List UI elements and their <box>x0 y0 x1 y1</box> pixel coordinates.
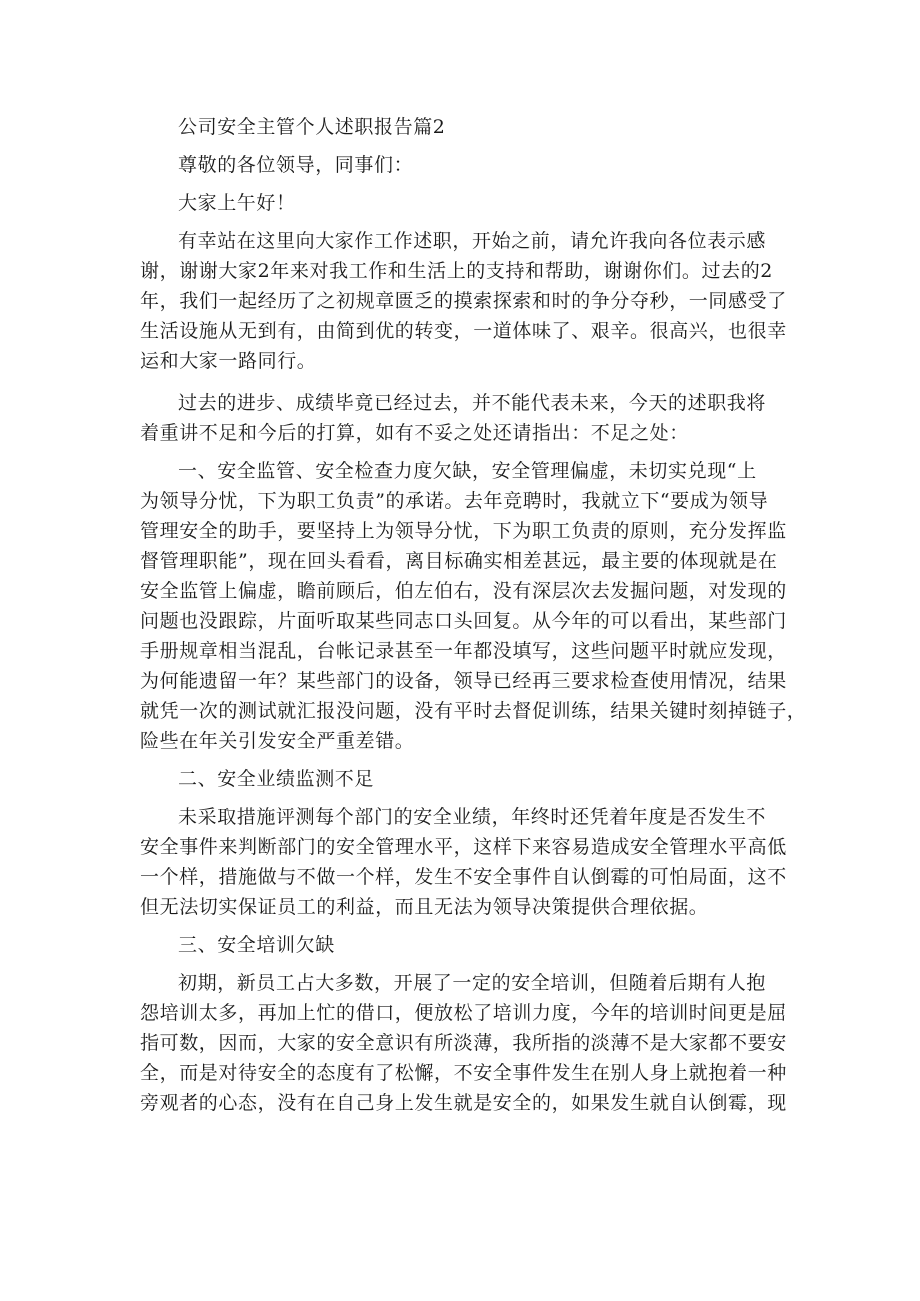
paragraph-thanks <box>140 226 790 376</box>
paragraph-section-two <box>140 802 790 922</box>
text-line: 未采取措施评测每个部门的安全业绩，年终时还凭着年度是否发生不 <box>178 806 767 828</box>
text-line: 为何能遗留一年？某些部门的设备，领导已经再三要求检查使用情况，结果 <box>140 670 787 692</box>
text-line: 运和大家一路同行。 <box>140 350 317 372</box>
section-heading: 三、安全培训欠缺 <box>178 934 335 956</box>
section-heading: 二、安全业绩监测不足 <box>178 768 375 790</box>
text-line: 问题也没跟踪，片面听取某些同志口头回复。从今年的可以看出，某些部门 <box>140 610 787 632</box>
text-line: 谢，谢谢大家2年来对我工作和生活上的支持和帮助，谢谢你们。过去的2 <box>140 260 773 282</box>
text-line: 一个样，措施做与不做一个样，发生不安全事件自认倒霉的可怕局面，这不 <box>140 866 787 888</box>
text-line: 一、安全监管、安全检查力度欠缺，安全管理偏虚，未切实兑现“上 <box>178 460 757 482</box>
text-line: 有幸站在这里向大家作工作述职，开始之前，请允许我向各位表示感 <box>178 230 767 252</box>
text-line: 就凭一次的测试就汇报没问题，没有平时去督促训练，结果关键时刻掉链子， <box>140 700 807 722</box>
text-line: 生活设施从无到有，由简到优的转变，一道体味了、艰辛。很高兴，也很幸 <box>140 320 787 342</box>
document-body <box>140 112 807 1118</box>
text-line: 为领导分忧，下为职工负责”的承诺。去年竞聘时，我就立下“要成为领导 <box>140 490 769 512</box>
text-line: 手册规章相当混乱，台帐记录甚至一年都没填写，这些问题平时就应发现， <box>140 640 787 662</box>
text-line: 指可数，因而，大家的安全意识有所淡薄，我所指的淡薄不是大家都不要安 <box>140 1032 787 1054</box>
text-line: 但无法切实保证员工的利益，而且无法为领导决策提供合理依据。 <box>140 896 709 918</box>
text-line: 过去的进步、成绩毕竟已经过去，并不能代表未来，今天的述职我将 <box>178 392 767 414</box>
text-line: 安全事件来判断部门的安全管理水平，这样下来容易造成安全管理水平高低 <box>140 836 787 858</box>
text-line: 着重讲不足和今后的打算，如有不妥之处还请指出：不足之处： <box>140 422 689 444</box>
text-line: 安全监管上偏虚，瞻前顾后，伯左伯右，没有深层次去发掘问题，对发现的 <box>140 580 787 602</box>
text-line: 全，而是对待安全的态度有了松懈，不安全事件发生在别人身上就抱着一种 <box>140 1062 787 1084</box>
document-title: 公司安全主管个人述职报告篇2 <box>178 116 446 138</box>
paragraph-section-three <box>140 968 790 1118</box>
text-line: 旁观者的心态，没有在自己身上发生就是安全的，如果发生就自认倒霉，现 <box>140 1092 787 1114</box>
text-line: 怨培训太多，再加上忙的借口，便放松了培训力度，今年的培训时间更是屈 <box>140 1002 787 1024</box>
salutation: 尊敬的各位领导，同事们： <box>178 154 414 176</box>
text-line: 初期，新员工占大多数，开展了一定的安全培训，但随着后期有人抱 <box>178 972 767 994</box>
text-line: 年，我们一起经历了之初规章匮乏的摸索探索和时的争分夺秒，一同感受了 <box>140 290 787 312</box>
greeting: 大家上午好！ <box>178 192 296 214</box>
paragraph-intro <box>140 388 790 448</box>
text-line: 管理安全的助手，要坚持上为领导分忧，下为职工负责的原则，充分发挥监 <box>140 520 787 542</box>
paragraph-section-one <box>140 456 807 756</box>
text-line: 险些在年关引发安全严重差错。 <box>140 730 415 752</box>
section-heading-three <box>140 930 790 960</box>
text-line: 督管理职能”，现在回头看看，离目标确实相差甚远，最主要的体现就是在 <box>140 550 778 572</box>
section-heading-two <box>140 764 790 794</box>
